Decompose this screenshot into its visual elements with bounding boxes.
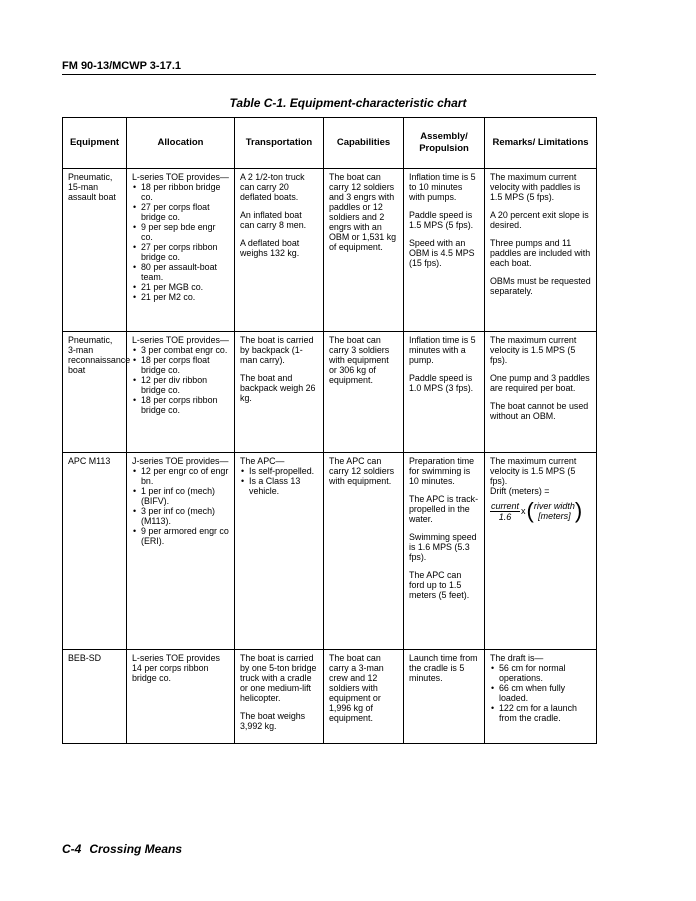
assembly-cell — [404, 332, 485, 453]
table-row — [63, 169, 597, 332]
formula-fraction — [490, 501, 520, 522]
assembly-text: Speed with an OBM is 4.5 MPS (15 fps). — [409, 238, 475, 268]
equipment-table — [62, 117, 597, 744]
remarks-text: OBMs must be requested separately. — [490, 276, 591, 296]
capabilities-cell — [324, 169, 404, 332]
formula-river-width — [534, 501, 575, 521]
allocation-cell — [127, 650, 235, 744]
remarks-cell — [485, 650, 597, 744]
remarks-cell — [485, 332, 597, 453]
remarks-text: The maximum current velocity is 1.5 MPS (5 fps). — [490, 456, 577, 486]
page-footer — [62, 842, 190, 856]
list-item: • 122 cm for a launch from the cradle. — [490, 703, 591, 723]
allocation-intro: L-series TOE provides 14 per corps ribbon bridge co. — [132, 653, 220, 683]
transportation-text: An inflated boat can carry 8 men. — [240, 210, 307, 230]
assembly-text: The APC is track-propelled in the water. — [409, 494, 479, 524]
drift-formula — [490, 500, 591, 522]
remarks-cell — [485, 453, 597, 650]
list-item: • 3 per combat engr co. — [132, 345, 229, 355]
remarks-list — [490, 663, 591, 723]
assembly-cell — [404, 650, 485, 744]
assembly-text: Inflation time is 5 to 10 minutes with pumps. — [409, 172, 476, 202]
assembly-text: Paddle speed is 1.5 MPS (5 fps). — [409, 210, 474, 230]
remarks-text: The boat cannot be used without an OBM. — [490, 401, 589, 421]
section-title: Crossing Means — [89, 842, 183, 856]
assembly-text: Paddle speed is 1.0 MPS (3 fps). — [409, 373, 474, 393]
formula-times: x — [521, 506, 526, 516]
transportation-list — [240, 466, 318, 496]
col-header-equipment: Equipment — [63, 118, 127, 169]
transportation-text: A deflated boat weighs 132 kg. — [240, 238, 300, 258]
table-header-row — [63, 118, 597, 169]
right-paren-icon: ) — [574, 498, 583, 523]
transportation-text: The boat is carried by one 5-ton bridge truck with a cradle or one medium-lift helicopter. — [240, 653, 317, 703]
assembly-cell — [404, 169, 485, 332]
col-header-assembly: Assembly/ Propulsion — [404, 118, 485, 169]
list-item: • 18 per corps float bridge co. — [132, 355, 229, 375]
allocation-list — [132, 466, 229, 546]
list-item: • 12 per engr co of engr bn. — [132, 466, 229, 486]
left-paren-icon: ( — [526, 498, 534, 523]
equipment-cell: BEB-SD — [63, 650, 127, 744]
list-item: • 56 cm for normal operations. — [490, 663, 591, 683]
col-header-remarks: Remarks/ Limitations — [485, 118, 597, 169]
transportation-text: The boat weighs 3,992 kg. — [240, 711, 306, 731]
remarks-text: A 20 percent exit slope is desired. — [490, 210, 589, 230]
list-item: • Is a Class 13 vehicle. — [240, 476, 318, 496]
assembly-text: Preparation time for swimming is 10 minutes. — [409, 456, 475, 486]
capabilities-text: The boat can carry 3 soldiers with equipment or 306 kg of equipment. — [329, 335, 390, 385]
formula-denominator: 1.6 — [498, 511, 512, 522]
list-item: • 18 per ribbon bridge co. — [132, 182, 229, 202]
allocation-list — [132, 345, 229, 415]
allocation-list — [132, 182, 229, 302]
assembly-text: The APC can ford up to 1.5 meters (5 feet). — [409, 570, 470, 600]
page-number: C-4 — [62, 842, 82, 856]
assembly-text: Swimming speed is 1.6 MPS (5.3 fps). — [409, 532, 477, 562]
remarks-intro: The draft is— — [490, 653, 544, 663]
transportation-text: The boat and backpack weigh 26 kg. — [240, 373, 316, 403]
equipment-cell: APC M113 — [63, 453, 127, 650]
list-item: • 27 per corps float bridge co. — [132, 202, 229, 222]
capabilities-text: The boat can carry 12 soldiers and 3 engrs with paddles or 12 soldiers and 2 engrs with an OBM or 1,531 kg of equipment. — [329, 172, 397, 252]
capabilities-text: The boat can carry a 3-man crew and 12 soldiers with equipment or 1,996 kg of equipment. — [329, 653, 384, 723]
formula-numerator: current — [491, 500, 520, 511]
formula-river-width-label: river width — [533, 501, 575, 511]
allocation-intro: L-series TOE provides— — [132, 335, 229, 345]
col-header-transportation: Transportation — [235, 118, 324, 169]
allocation-cell — [127, 453, 235, 650]
formula-river-width-unit: [meters] — [538, 511, 571, 521]
transportation-text: A 2 1/2-ton truck can carry 20 deflated boats. — [240, 172, 305, 202]
list-item: • Is self-propelled. — [240, 466, 318, 476]
list-item: • 9 per armored engr co (ERI). — [132, 526, 229, 546]
transportation-text: The boat is carried by backpack (1-man carry). — [240, 335, 314, 365]
list-item: • 21 per MGB co. — [132, 282, 229, 292]
capabilities-text: The APC can carry 12 soldiers with equipment. — [329, 456, 395, 486]
allocation-cell — [127, 169, 235, 332]
list-item: • 18 per corps ribbon bridge co. — [132, 395, 229, 415]
capabilities-cell — [324, 453, 404, 650]
capabilities-cell — [324, 332, 404, 453]
transportation-intro: The APC— — [240, 456, 285, 466]
running-header — [62, 60, 596, 75]
col-header-allocation: Allocation — [127, 118, 235, 169]
equipment-cell: Pneumatic, 3-man reconnaissance boat — [63, 332, 127, 453]
list-item: • 27 per corps ribbon bridge co. — [132, 242, 229, 262]
remarks-text: One pump and 3 paddles are required per boat. — [490, 373, 590, 393]
remarks-text: Three pumps and 11 paddles are included with each boat. — [490, 238, 591, 268]
allocation-intro: J-series TOE provides— — [132, 456, 229, 466]
remarks-text: The maximum current velocity with paddles is 1.5 MPS (5 fps). — [490, 172, 581, 202]
transportation-cell — [235, 650, 324, 744]
transportation-cell — [235, 332, 324, 453]
transportation-cell — [235, 169, 324, 332]
equipment-cell: Pneumatic, 15-man assault boat — [63, 169, 127, 332]
remarks-cell — [485, 169, 597, 332]
list-item: • 12 per div ribbon bridge co. — [132, 375, 229, 395]
list-item: • 66 cm when fully loaded. — [490, 683, 591, 703]
allocation-intro: L-series TOE provides— — [132, 172, 229, 182]
assembly-text: Inflation time is 5 minutes with a pump. — [409, 335, 476, 365]
remarks-text: Drift (meters) = — [490, 486, 550, 496]
allocation-cell — [127, 332, 235, 453]
list-item: • 80 per assault-boat team. — [132, 262, 229, 282]
remarks-text: The maximum current velocity is 1.5 MPS (5 fps). — [490, 335, 577, 365]
table-row — [63, 453, 597, 650]
table-row — [63, 650, 597, 744]
list-item: • 21 per M2 co. — [132, 292, 229, 302]
transportation-cell — [235, 453, 324, 650]
col-header-capabilities: Capabilities — [324, 118, 404, 169]
list-item: • 1 per inf co (mech) (BIFV). — [132, 486, 229, 506]
assembly-cell — [404, 453, 485, 650]
list-item: • 9 per sep bde engr co. — [132, 222, 229, 242]
table-row — [63, 332, 597, 453]
assembly-text: Launch time from the cradle is 5 minutes. — [409, 653, 478, 683]
capabilities-cell — [324, 650, 404, 744]
table-title: Table C-1. Equipment-characteristic chart — [229, 96, 467, 110]
list-item: • 3 per inf co (mech) (M113). — [132, 506, 229, 526]
document-id: FM 90-13/MCWP 3-17.1 — [62, 60, 182, 72]
